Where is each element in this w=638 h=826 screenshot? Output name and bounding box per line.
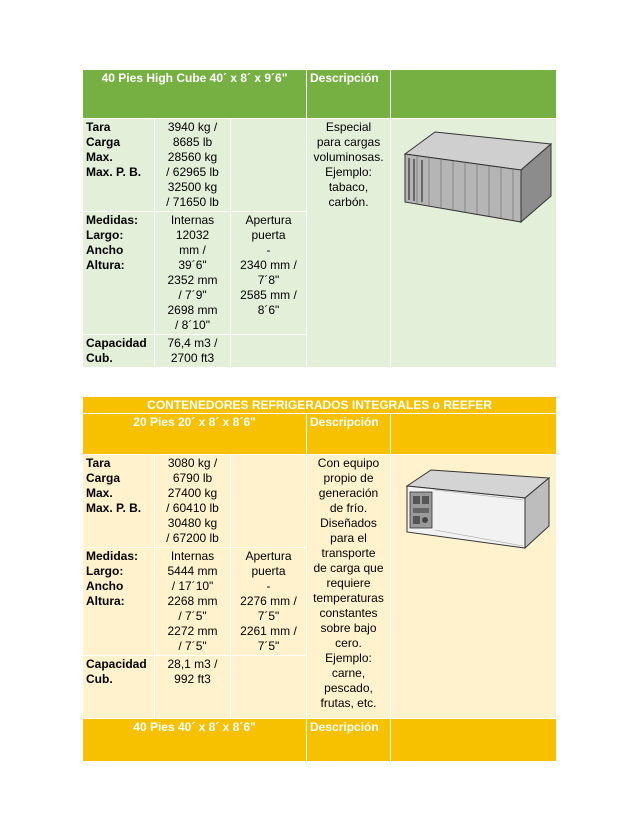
reefer-image-cell xyxy=(391,455,557,719)
reefer-40-title: 40 Pies 40´ x 8´ x 8´6" xyxy=(83,719,307,762)
high-cube-header-empty xyxy=(391,70,557,119)
reefer-40-header-row xyxy=(83,719,557,762)
reefer-section-row xyxy=(83,397,557,414)
measure-labels: Medidas: Largo: Ancho Altura: xyxy=(83,212,155,335)
high-cube-weights-row xyxy=(83,119,557,212)
high-cube-image-cell xyxy=(391,119,557,368)
reefer-header-row xyxy=(83,414,557,455)
reefer-desc-label: Descripción xyxy=(307,414,391,455)
weight-values: 3940 kg / 8685 lb 28560 kg / 62965 lb 32500 kg / 71650 lb xyxy=(155,119,231,212)
reefer-title: 20 Pies 20´ x 8´ x 8´6" xyxy=(83,414,307,455)
reefer-door-measures: Apertura puerta - 2276 mm / 7´5" 2261 mm / 7´5" xyxy=(231,548,307,656)
reefer-capacity-values: 28,1 m3 / 992 ft3 xyxy=(155,656,231,719)
capacity-labels: Capacidad Cub. xyxy=(83,335,155,368)
reefer-section-title: CONTENEDORES REFRIGERADOS INTEGRALES o REEFER xyxy=(83,397,557,414)
reefer-internal-measures: Internas 5444 mm / 17´10" 2268 mm / 7´5" 2272 mm / 7´5" xyxy=(155,548,231,656)
capacity-empty xyxy=(231,335,307,368)
reefer-40-desc-label: Descripción xyxy=(307,719,391,762)
reefer-capacity-empty xyxy=(231,656,307,719)
container-high-cube-icon xyxy=(395,120,553,230)
high-cube-desc-label: Descripción xyxy=(307,70,391,119)
reefer-weight-values: 3080 kg / 6790 lb 27400 kg / 60410 lb 30480 kg / 67200 lb xyxy=(155,455,231,548)
high-cube-table xyxy=(82,69,557,368)
reefer-weight-empty xyxy=(231,455,307,548)
reefer-capacity-labels: Capacidad Cub. xyxy=(83,656,155,719)
high-cube-title: 40 Pies High Cube 40´ x 8´ x 9´6" xyxy=(83,70,307,119)
capacity-values: 76,4 m3 / 2700 ft3 xyxy=(155,335,231,368)
high-cube-description: Especial para cargas voluminosas. Ejemplo: tabaco, carbón. xyxy=(307,119,391,368)
weight-empty xyxy=(231,119,307,212)
reefer-description: Con equipo propio de generación de frío. Diseñados para el transporte de carga que requiere temperaturas constantes sobre bajo cero. Ejemplo: carne, pescado, frutas, etc. xyxy=(307,455,391,719)
reefer-weight-labels: Tara Carga Max. Max. P. B. xyxy=(83,455,155,548)
high-cube-header-row xyxy=(83,70,557,119)
reefer-weights-row xyxy=(83,455,557,548)
door-measures: Apertura puerta - 2340 mm / 7´8" 2585 mm / 8´6" xyxy=(231,212,307,335)
reefer-table xyxy=(82,396,557,762)
container-reefer-icon xyxy=(395,456,553,556)
internal-measures: Internas 12032 mm / 39´6" 2352 mm / 7´9" 2698 mm / 8´10" xyxy=(155,212,231,335)
weight-labels: Tara Carga Max. Max. P. B. xyxy=(83,119,155,212)
reefer-40-header-empty xyxy=(391,719,557,762)
reefer-header-empty xyxy=(391,414,557,455)
reefer-measure-labels: Medidas: Largo: Ancho Altura: xyxy=(83,548,155,656)
